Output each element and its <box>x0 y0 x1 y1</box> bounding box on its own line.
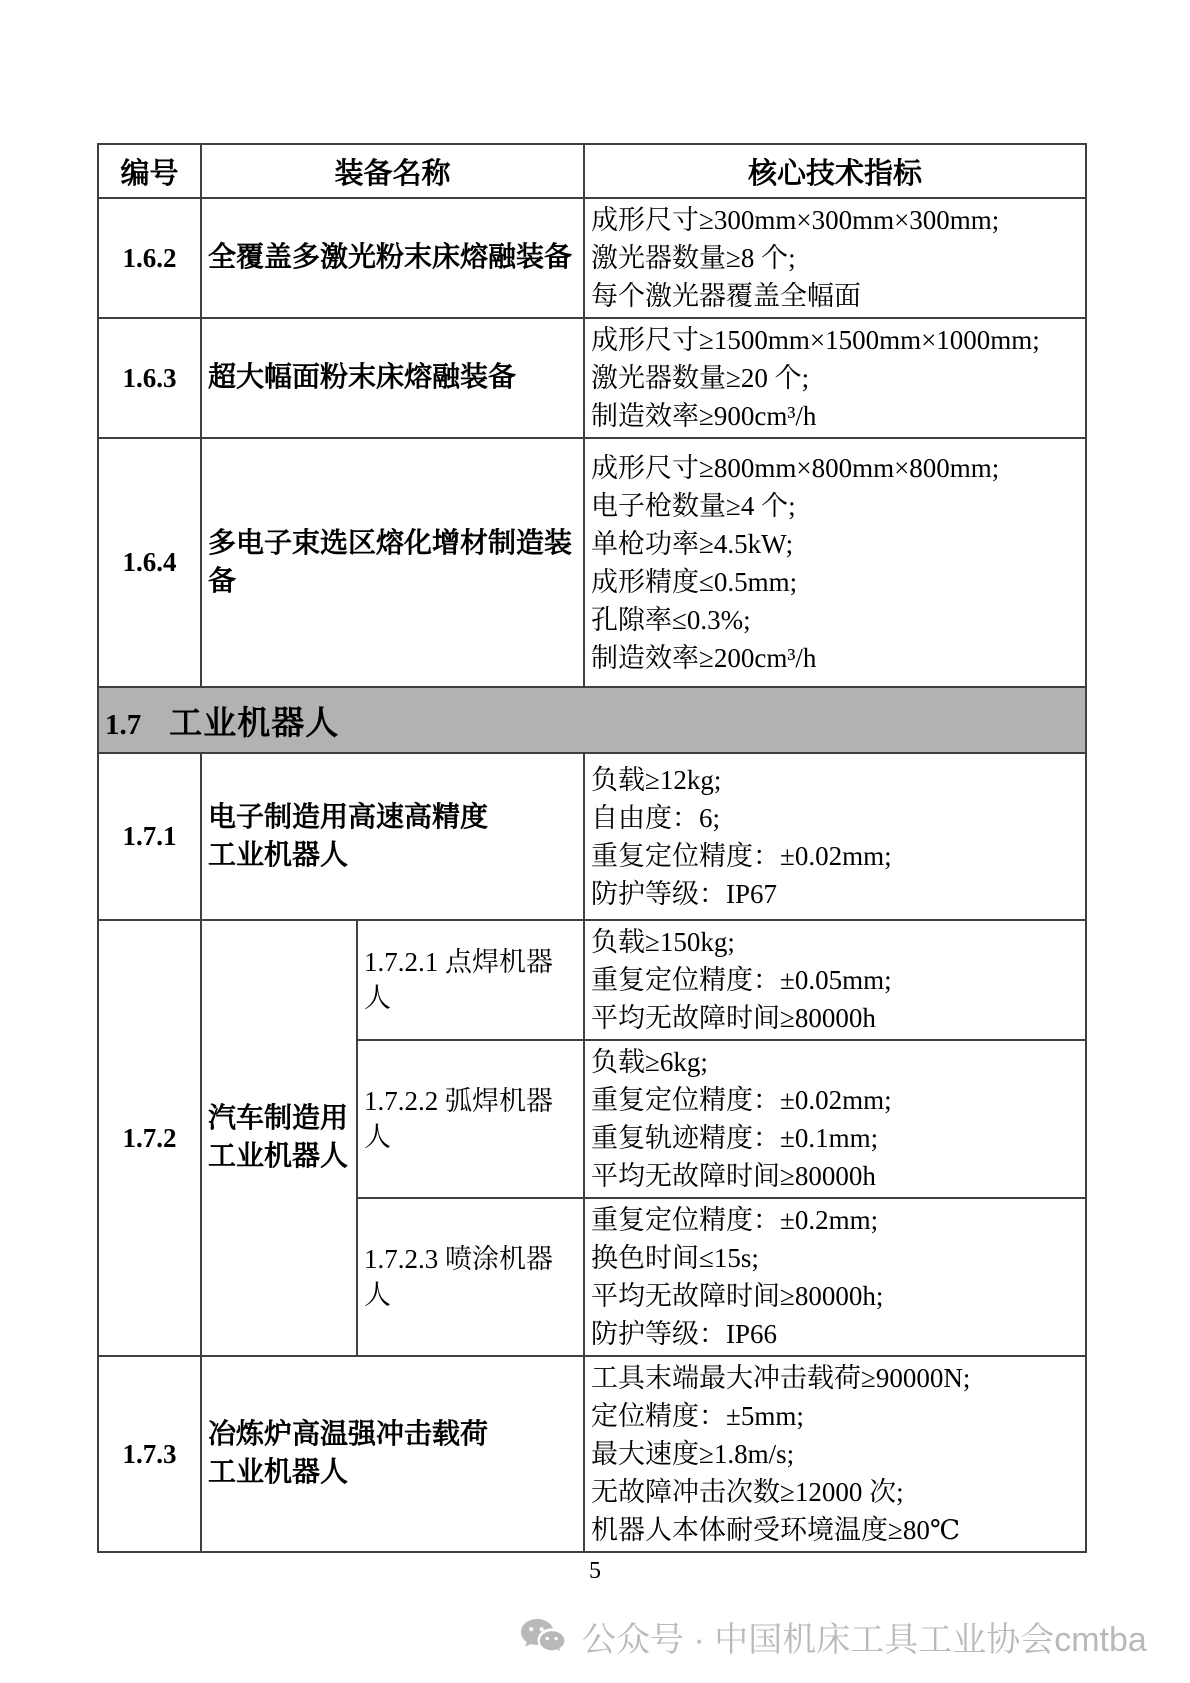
text-line: 工业机器人 <box>208 1457 349 1488</box>
text-line: 电子制造用高速高精度 <box>208 801 489 833</box>
text-line: 成形尺寸≥1500mm×1500mm×1000mm; <box>591 325 1040 355</box>
text-line: 工业机器人 <box>208 1141 349 1172</box>
text-line: 平均无故障时间≥80000h; <box>591 1281 884 1311</box>
text-line: 平均无故障时间≥80000h <box>591 1003 876 1033</box>
row-id: 1.6.2 <box>98 198 201 318</box>
text-line: 成形尺寸≥800mm×800mm×800mm; <box>591 452 1000 483</box>
column-header-id: 编号 <box>98 144 201 198</box>
column-header-specs: 核心技术指标 <box>584 144 1086 198</box>
text-line: 单枪功率≥4.5kW; <box>591 528 794 559</box>
text-line: 成形尺寸≥300mm×300mm×300mm; <box>591 205 1000 235</box>
text-line: 定位精度：±5mm; <box>591 1401 804 1431</box>
text-line: 自由度：6; <box>591 802 721 833</box>
equipment-name <box>201 753 584 920</box>
text-line: 成形精度≤0.5mm; <box>591 566 798 597</box>
table-header-row <box>98 144 1086 198</box>
spec-list <box>584 198 1086 318</box>
watermark <box>520 1612 1147 1661</box>
text-line: 汽车制造用 <box>208 1103 349 1134</box>
text-line: 无故障冲击次数≥12000 次; <box>591 1477 904 1507</box>
page-number: 5 <box>589 1558 601 1584</box>
row-id: 1.6.4 <box>98 438 201 687</box>
equipment-name <box>201 920 357 1356</box>
text-line: 电子枪数量≥4 个; <box>591 490 796 521</box>
text-line: 重复定位精度：±0.2mm; <box>591 1205 879 1235</box>
text-line: 负载≥6kg; <box>591 1047 708 1077</box>
text-line: 换色时间≤15s; <box>591 1243 759 1273</box>
text-line: 超大幅面粉末床熔融装备 <box>208 362 517 393</box>
text-line: 全覆盖多激光粉末床熔融装备 <box>208 242 573 273</box>
text-line: 每个激光器覆盖全幅面 <box>591 281 862 311</box>
text-line: 机器人本体耐受环境温度≥80℃ <box>591 1515 961 1545</box>
text-line: 重复轨迹精度：±0.1mm; <box>591 1123 879 1153</box>
row-id: 1.7.3 <box>98 1356 201 1552</box>
table-row <box>98 920 1086 1040</box>
text-line: 最大速度≥1.8m/s; <box>591 1439 795 1469</box>
text-line: 多电子束选区熔化增材制造装备 <box>208 527 573 597</box>
watermark-text: 公众号 · 中国机床工具工业协会cmtba <box>582 1621 1147 1659</box>
equipment-spec-table <box>97 143 1087 1553</box>
sub-equipment-label: 1.7.2.3 喷涂机器人 <box>357 1198 584 1356</box>
text-line: 负载≥12kg; <box>591 764 722 795</box>
equipment-name <box>201 198 584 318</box>
wechat-icon <box>520 1618 570 1656</box>
column-header-name: 装备名称 <box>201 144 584 198</box>
sub-equipment-label: 1.7.2.2 弧焊机器人 <box>357 1040 584 1198</box>
row-id: 1.6.3 <box>98 318 201 438</box>
text-line: 防护等级：IP66 <box>591 1319 778 1349</box>
text-line: 重复定位精度：±0.05mm; <box>591 965 892 995</box>
row-id: 1.7.2 <box>98 920 201 1356</box>
text-line: 冶炼炉高温强冲击载荷 <box>208 1419 489 1450</box>
text-line: 孔隙率≤0.3%; <box>591 604 751 635</box>
text-line: 负载≥150kg; <box>591 927 735 957</box>
table-row <box>98 198 1086 318</box>
spec-list <box>584 1198 1086 1356</box>
section-header-row <box>98 687 1086 753</box>
equipment-name <box>201 318 584 438</box>
row-id: 1.7.1 <box>98 753 201 920</box>
text-line: 工具末端最大冲击载荷≥90000N; <box>591 1363 971 1393</box>
spec-list <box>584 438 1086 687</box>
spec-list <box>584 318 1086 438</box>
text-line: 平均无故障时间≥80000h <box>591 1161 876 1191</box>
equipment-name <box>201 1356 584 1552</box>
spec-list <box>584 753 1086 920</box>
table-row <box>98 318 1086 438</box>
equipment-name <box>201 438 584 687</box>
section-id: 1.7 <box>105 708 142 741</box>
table-row <box>98 1356 1086 1552</box>
sub-equipment-label: 1.7.2.1 点焊机器人 <box>357 920 584 1040</box>
spec-list <box>584 1040 1086 1198</box>
text-line: 工业机器人 <box>208 839 349 871</box>
spec-list <box>584 1356 1086 1552</box>
table-row <box>98 753 1086 920</box>
spec-list <box>584 920 1086 1040</box>
text-line: 制造效率≥200cm³/h <box>591 642 817 673</box>
table-row <box>98 438 1086 687</box>
text-line: 重复定位精度：±0.02mm; <box>591 840 892 871</box>
section-title: 工业机器人 <box>169 703 340 741</box>
text-line: 防护等级：IP67 <box>591 878 778 909</box>
text-line: 重复定位精度：±0.02mm; <box>591 1085 892 1115</box>
section-header-cell <box>98 687 1086 753</box>
text-line: 激光器数量≥20 个; <box>591 363 810 393</box>
text-line: 制造效率≥900cm³/h <box>591 401 817 431</box>
text-line: 激光器数量≥8 个; <box>591 243 796 273</box>
